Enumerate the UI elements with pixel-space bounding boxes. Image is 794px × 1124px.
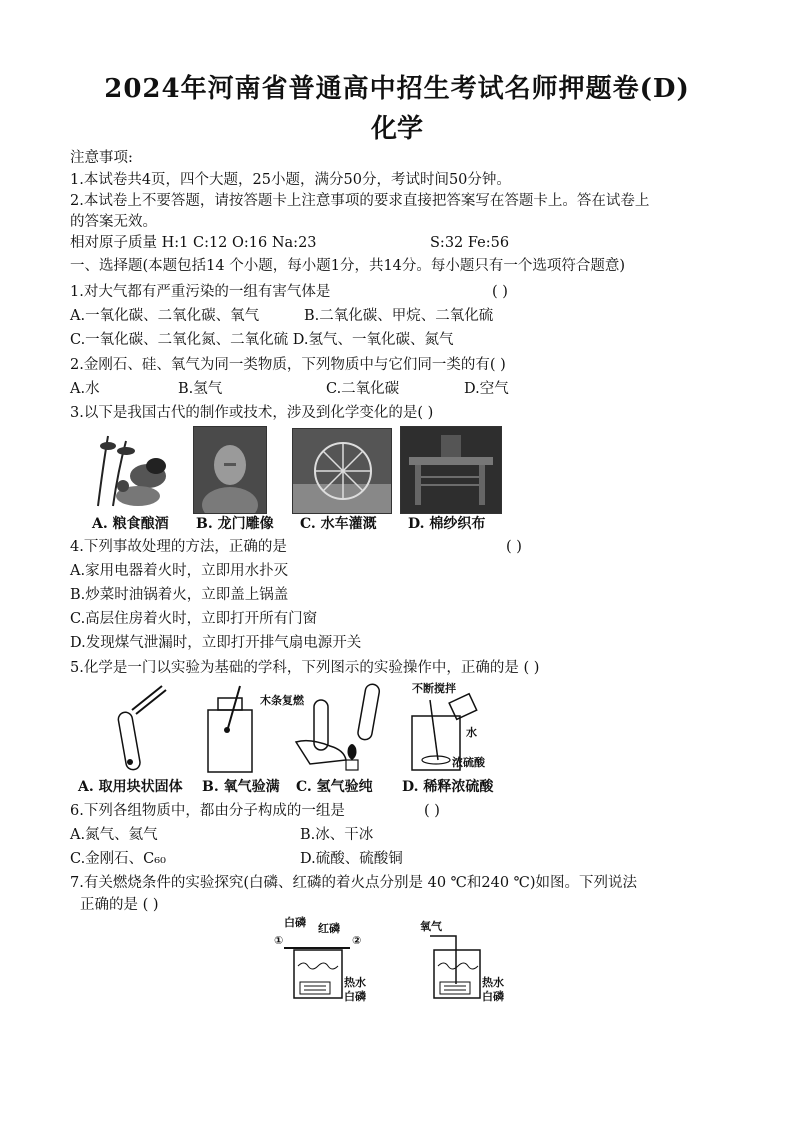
q7-stem: 7.有关燃烧条件的实验探究(白磷、红磷的着火点分别是 40 ℃和240 ℃)如图。下列说法 [70,875,638,891]
q7-label-hot2: 热水 [482,976,504,989]
q1-stem: 1.对大气都有严重污染的一组有害气体是 [70,284,331,300]
q7-label-white3: 白磷 [482,990,504,1003]
subject-title: 化学 [370,114,423,144]
q1-option-a: A.一氧化碳、二氧化碳、氧气 [70,308,260,324]
q3-caption-b: B. 龙门雕像 [196,516,274,532]
q5-diagram-d [412,681,486,770]
q7-label-two: ② [352,934,362,947]
q7-diagram-left [274,915,366,1003]
note-1: 1.本试卷共4页，四个大题，25小题，满分50分，考试时间50分钟。 [70,172,511,188]
q4-option-b: B.炒菜时油锅着火，立即盖上锅盖 [70,587,289,603]
q3-stem: 3.以下是我国古代的制作或技术，涉及到化学变化的是( ) [70,405,434,421]
atomic-mass-b: S:32 Fe:56 [430,235,510,251]
q5-label-acid: 浓硫酸 [452,756,485,769]
q7-label-white2: 白磷 [344,990,366,1003]
q7-label-white: 白磷 [284,916,306,929]
notes-heading: 注意事项: [70,150,133,166]
q4-stem: 4.下列事故处理的方法，正确的是 [70,539,287,555]
q7-label-one: ① [274,934,284,947]
q7-label-red: 红磷 [318,922,340,935]
section-1-heading: 一、选择题(本题包括14 个小题，每小题1分，共14分。每小题只有一个选项符合题意) [70,258,626,274]
q5-caption-a: A. 取用块状固体 [78,779,183,795]
q2-option-b: B.氢气 [178,381,223,397]
q6-option-b: B.冰、干冰 [300,827,374,843]
exam-title: 2024年河南省普通高中招生考试名师押题卷(D) [104,74,690,104]
q6-option-d: D.硫酸、硫酸铜 [300,851,403,867]
q5-label-wood-1: 木条复燃 [260,694,304,707]
q5-label-stir: 不断搅拌 [412,682,456,695]
q7-diagrams [270,914,510,1004]
q4-option-a: A.家用电器着火时，立即用水扑灭 [70,563,289,579]
atomic-mass-a: 相对原子质量 H:1 C:12 O:16 Na:23 [70,235,317,251]
note-2-cont: 的答案无效。 [70,214,157,230]
q7-label-hot: 热水 [344,976,366,989]
q2-option-c: C.二氧化碳 [326,381,400,397]
q7-diagram-right [420,919,504,1003]
q6-option-c: C.金刚石、C₆₀ [70,851,166,867]
q6-stem: 6.下列各组物质中，都由分子构成的一组是 [70,803,345,819]
q4-option-d: D.发现煤气泄漏时，立即打开排气扇电源开关 [70,635,362,651]
note-2: 2.本试卷上不要答题，请按答题卡上注意事项的要求直接把答案写在答题卡上。答在试卷上 [70,193,650,209]
q5-stem: 5.化学是一门以实验为基础的学科，下列图示的实验操作中，正确的是 ( ) [70,660,540,676]
q6-paren: ( ) [424,803,440,819]
q4-paren: ( ) [506,539,522,555]
q5-diagram-b [208,686,305,772]
q3-caption-d: D. 棉纱织布 [408,516,486,532]
q1-paren: ( ) [492,284,508,300]
q2-option-d: D.空气 [464,381,509,397]
q7-stem-cont: 正确的是 ( ) [80,897,159,913]
q1-option-b: B.二氧化碳、甲烷、二氧化硫 [304,308,494,324]
q6-option-a: A.氮气、氦气 [70,827,158,843]
q7-label-oxygen: 氧气 [420,920,442,933]
q3-caption-c: C. 水车灌溉 [300,516,377,532]
q5-label-water: 水 [466,726,477,739]
q5-diagram-a [117,686,166,771]
q5-diagram-c [296,683,380,770]
q2-option-a: A.水 [70,381,100,397]
q1-option-cd: C.一氧化碳、二氧化氮、二氧化硫 D.氢气、一氧化碳、氮气 [70,332,454,348]
q3-image-b [193,426,267,514]
q5-caption-d: D. 稀释浓硫酸 [402,779,494,795]
q3-image-d [400,426,502,514]
q3-image-a [78,426,178,512]
q4-option-c: C.高层住房着火时，立即打开所有门窗 [70,611,318,627]
q3-caption-a: A. 粮食酿酒 [92,516,169,532]
q5-diagrams [100,680,540,775]
q3-image-c [292,428,392,514]
q5-caption-b: B. 氧气验满 [202,779,280,795]
q5-caption-c: C. 氢气验纯 [296,779,373,795]
q2-stem: 2.金刚石、硅、氧气为同一类物质，下列物质中与它们同一类的有( ) [70,357,506,373]
